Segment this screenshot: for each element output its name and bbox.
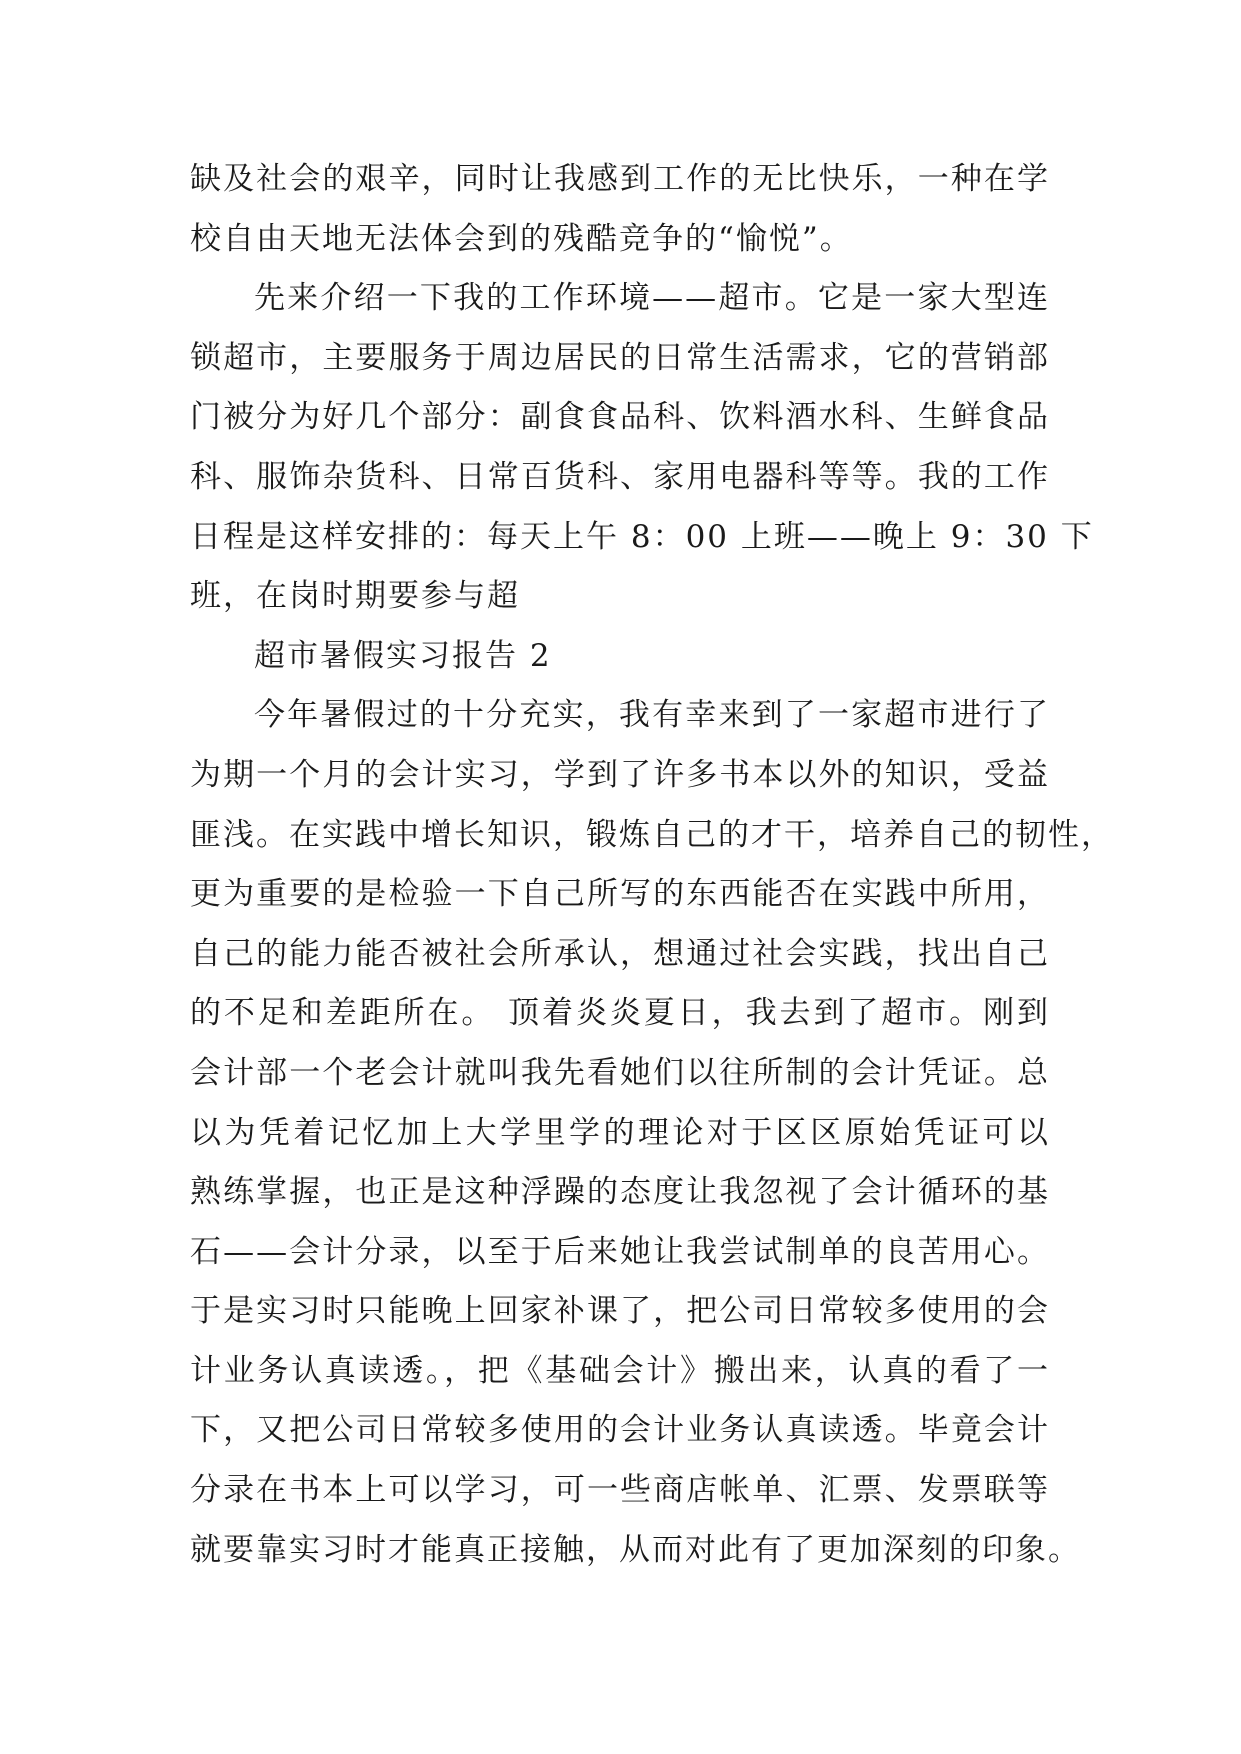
text-line: 先来介绍一下我的工作环境——超市。它是一家大型连 [254, 280, 1050, 317]
text-line: 为期一个月的会计实习，学到了许多书本以外的知识，受益 [190, 756, 1050, 793]
text-line: 会计部一个老会计就叫我先看她们以往所制的会计凭证。总 [190, 1054, 1050, 1091]
text-line: 班，在岗时期要参与超 [190, 578, 520, 615]
text-line: 计业务认真读透。，把《基础会计》搬出来，认真的看了一 [190, 1352, 1050, 1389]
text-line: 日程是这样安排的：每天上午 8：00 上班——晚上 9：30 下 [190, 518, 1094, 555]
text-line: 更为重要的是检验一下自己所写的东西能否在实践中所用， [190, 876, 1050, 913]
text-line: 分录在书本上可以学习，可一些商店帐单、汇票、发票联等 [190, 1472, 1050, 1509]
text-line: 门被分为好几个部分：副食食品科、饮料酒水科、生鲜食品 [190, 399, 1050, 436]
text-line: 自己的能力能否被社会所承认，想通过社会实践，找出自己 [190, 935, 1050, 972]
text-line: 于是实习时只能晚上回家补课了，把公司日常较多使用的会 [190, 1293, 1050, 1330]
text-line: 锁超市，主要服务于周边居民的日常生活需求，它的营销部 [190, 339, 1050, 376]
text-line: 今年暑假过的十分充实，我有幸来到了一家超市进行了 [254, 697, 1050, 734]
text-line: 匪浅。在实践中增长知识，锻炼自己的才干，培养自己的韧性， [190, 816, 1114, 853]
text-line: 就要靠实习时才能真正接触，从而对此有了更加深刻的印象。 [190, 1531, 1081, 1568]
section-heading: 超市暑假实习报告 2 [254, 637, 552, 674]
text-line: 科、服饰杂货科、日常百货科、家用电器科等等。我的工作 [190, 458, 1050, 495]
text-line: 校自由天地无法体会到的残酷竞争的“愉悦”。 [190, 220, 853, 257]
text-line: 缺及社会的艰辛，同时让我感到工作的无比快乐，一种在学 [190, 161, 1050, 197]
text-line: 的不足和差距所在。 顶着炎炎夏日，我去到了超市。刚到 [190, 995, 1050, 1032]
body-text [190, 150, 1114, 1580]
text-line: 以为凭着记忆加上大学里学的理论对于区区原始凭证可以 [190, 1114, 1050, 1151]
text-line: 石——会计分录，以至于后来她让我尝试制单的良苦用心。 [190, 1233, 1050, 1270]
text-line: 熟练掌握，也正是这种浮躁的态度让我忽视了会计循环的基 [190, 1174, 1050, 1211]
text-line: 下，又把公司日常较多使用的会计业务认真读透。毕竟会计 [190, 1412, 1050, 1449]
